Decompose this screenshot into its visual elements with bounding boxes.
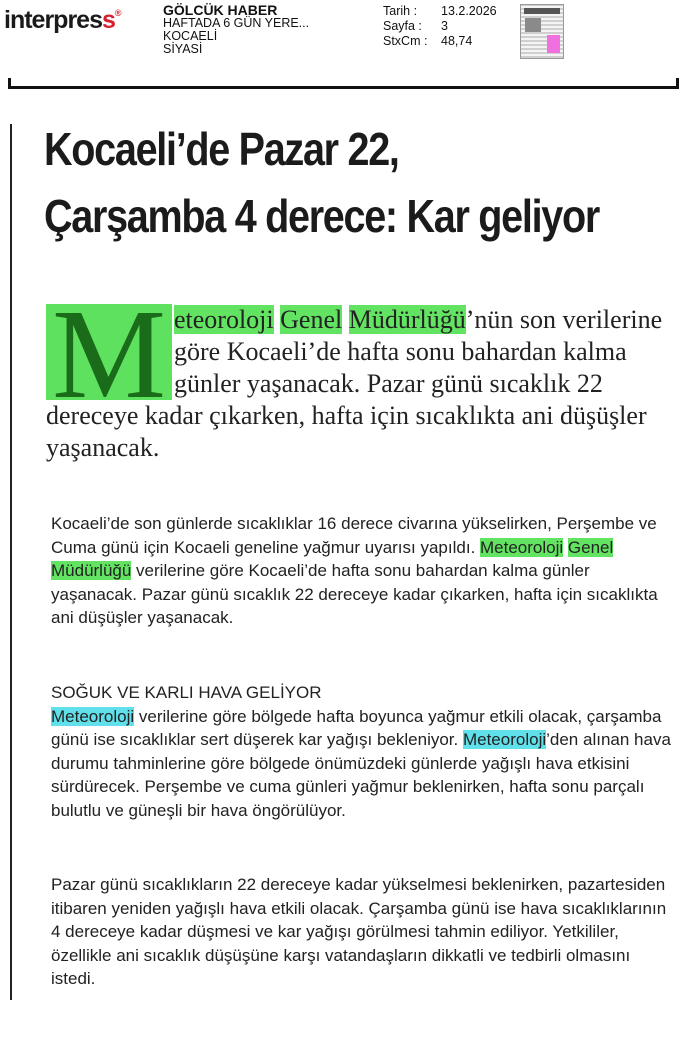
highlight-keyword: Meteoroloji xyxy=(462,730,547,749)
publication-frequency: HAFTADA 6 GÜN YERE... xyxy=(163,16,310,30)
highlight-keyword: Müdürlüğü xyxy=(348,305,466,334)
thumbnail-clip-marker xyxy=(547,35,560,53)
header-divider xyxy=(8,86,679,89)
highlight-keyword: Müdürlüğü xyxy=(51,561,132,580)
interpress-logo: interpress® xyxy=(4,6,121,34)
page-thumbnail[interactable] xyxy=(520,4,564,59)
publication-city: KOCAELİ xyxy=(163,29,218,43)
headline-line-2: Çarşamba 4 derece: Kar geliyor xyxy=(44,190,599,242)
highlight-keyword: Genel xyxy=(280,305,343,334)
body-paragraph-2: Meteoroloji verilerine göre bölgede hafta boyunca yağmur etkili olacak, çarşamba günü ise sıcaklıklar sert düşerek kar yağışı bekleniyor. Meteoroloji’den alınan hava durumu tahminlerine göre bölgede önümüzdeki günlerde yağışlı hava etkisini sürdürecek. Perşembe ve cuma günleri yağmur beklenirken, hafta sonu parçalı bulutlu ve güneşli bir hava öngörülüyor. xyxy=(51,706,671,820)
thumbnail-photo xyxy=(525,18,541,32)
column-rule xyxy=(10,124,12,1000)
highlight-keyword: Meteoroloji xyxy=(480,537,564,557)
clipping-meta xyxy=(383,4,497,49)
body-section-2 xyxy=(51,681,679,822)
highlight-keyword: Meteoroloji xyxy=(51,706,135,726)
meta-page: Sayfa : 3 xyxy=(383,19,448,33)
highlight-keyword: eteoroloji xyxy=(174,305,274,334)
thumbnail-masthead xyxy=(524,8,560,14)
headline-line-1: Kocaeli’de Pazar 22, xyxy=(44,123,399,175)
body-paragraph-3: Pazar günü sıcaklıkların 22 dereceye kadar yükselmesi beklenirken, pazartesiden itibaren yeniden yağışlı hava etkili olacak. Çarşamba günü ise hava sıcaklıklarının 4 dereceye kadar düşmesi ve kar yağışı görülmesi tahmin ediliyor. Yetkililer, özellikle ani sıcaklık düşüşüne karşı vatandaşların dikkatli ve tedbirli olmasını istedi. xyxy=(51,875,667,988)
publication-info xyxy=(163,4,309,56)
article-headline xyxy=(44,116,599,250)
meta-date: Tarih : 13.2.2026 xyxy=(383,4,497,18)
meta-stxcm: StxCm : 48,74 xyxy=(383,34,473,48)
publication-category: SİYASİ xyxy=(163,42,203,56)
body-paragraph-1: Kocaeli’de son günlerde sıcaklıklar 16 derece civarına yükselirken, Perşembe ve Cuma günü için Kocaeli geneline yağmur uyarısı yapıldı. Meteoroloji Genel Müdürlüğü verilerine göre Kocaeli’de hafta sonu bahardan kalma günler yaşanacak. Pazar günü sıcaklık 22 dereceye kadar çıkarken, hafta için sıcaklıkta ani düşüşler yaşanacak. xyxy=(51,514,658,627)
lead-text: ’nün son verilerine göre Kocaeli’de hafta sonu bahardan kalma günler yaşanacak. Pazar günü sıcaklık 22 dereceye kadar çıkarken, hafta için sıcaklıkta ani düşüşler yaşanacak. xyxy=(46,305,663,462)
highlight-keyword: Genel xyxy=(567,537,614,557)
section-subheading: SOĞUK VE KARLI HAVA GELİYOR xyxy=(51,683,322,702)
article-lead xyxy=(46,304,676,464)
drop-cap: M xyxy=(46,304,172,400)
header-rule-right-tick xyxy=(676,78,679,88)
publication-name: GÖLCÜK HABER xyxy=(163,2,278,18)
